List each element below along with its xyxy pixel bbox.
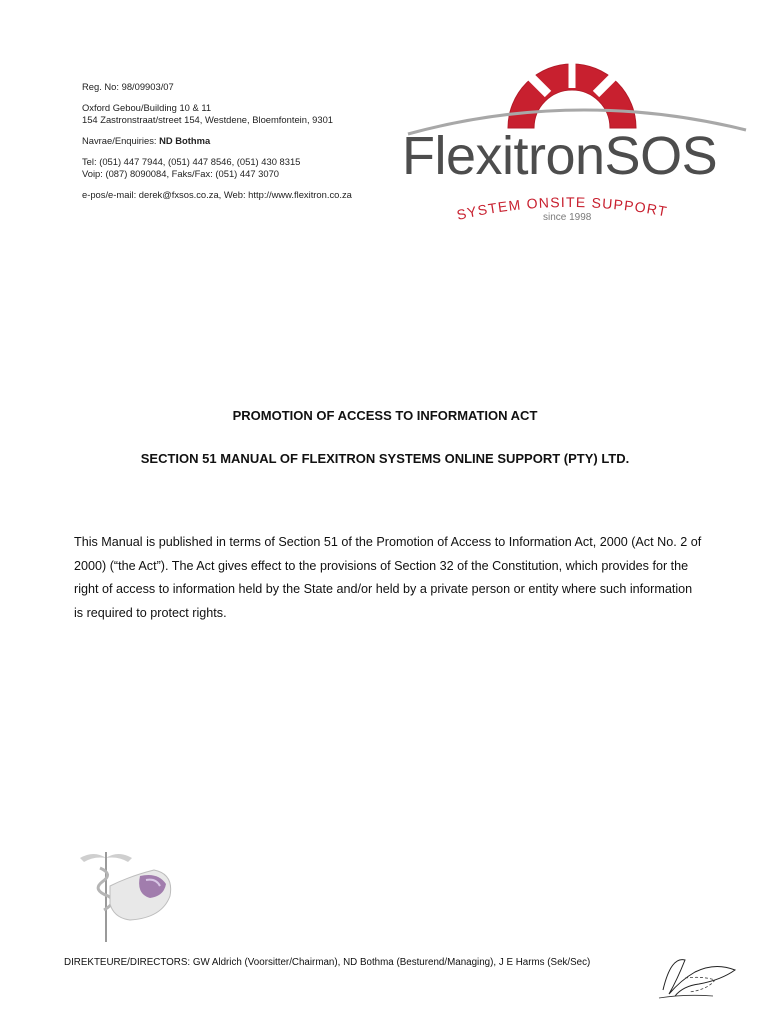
- address-block: [82, 102, 352, 126]
- phone-block: [82, 156, 352, 180]
- since-year: since 1998: [543, 212, 592, 223]
- signature-scribble: [655, 950, 740, 1002]
- brand-wordmark: FlexitronSOS: [402, 126, 718, 186]
- email-web-line: e-pos/e-mail: derek@fxsos.co.za, Web: http://www.flexitron.co.za: [82, 189, 352, 200]
- act-title: PROMOTION OF ACCESS TO INFORMATION ACT: [232, 408, 538, 423]
- enquiries-label: Navrae/Enquiries:: [82, 135, 160, 146]
- address-line-2: 154 Zastronstraat/street 154, Westdene, Bloemfontein, 9301: [82, 114, 334, 125]
- caduceus-emblem-icon: [70, 846, 180, 946]
- tagline-text: SYSTEM ONSITE SUPPORT: [455, 193, 669, 223]
- reg-no: Reg. No: 98/09903/07: [82, 81, 174, 92]
- company-logo: [396, 30, 756, 230]
- manual-title: SECTION 51 MANUAL OF FLEXITRON SYSTEMS ONLINE SUPPORT (PTY) LTD.: [140, 451, 630, 466]
- intro-paragraph: This Manual is published in terms of Section 51 of the Promotion of Access to Information Act, 2000 (Act No. 2 of 2000) (“the Act”). The Act gives effect to the provisions of Section 32 of the Constitution, which provides for the right of access to information held by the State and/or held by a private person or entity where such information is required to protect rights.: [74, 535, 702, 620]
- enquiries: [82, 135, 352, 147]
- directors-line: DIREKTEURE/DIRECTORS: GW Aldrich (Voorsitter/Chairman), ND Bothma (Besturend/Managing), J E Harms (Sek/Sec): [64, 957, 591, 968]
- letterhead-contact: [82, 81, 352, 201]
- voip-fax-line: Voip: (087) 8090084, Faks/Fax: (051) 447 3070: [82, 168, 280, 179]
- enquiries-name: ND Bothma: [159, 135, 211, 146]
- tel-line: Tel: (051) 447 7944, (051) 447 8546, (051) 430 8315: [82, 156, 301, 167]
- address-line-1: Oxford Gebou/Building 10 & 11: [82, 102, 212, 113]
